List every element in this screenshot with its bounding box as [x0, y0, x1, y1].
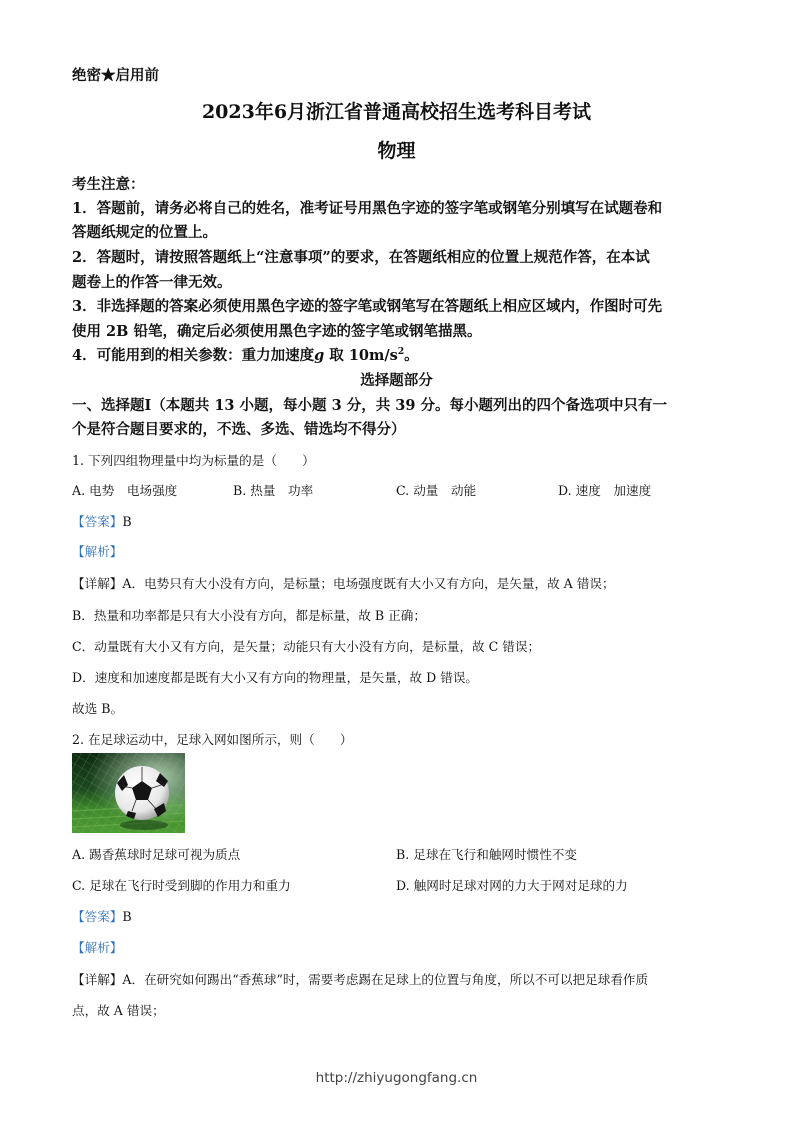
soccer-ball-figure [72, 753, 185, 833]
q1-analysis-label [72, 541, 122, 560]
q1-detail-line: C．动量既有大小又有方向，是矢量；动能只有大小没有方向，是标量，故 C 错误； [72, 639, 541, 654]
notice-item-4-prefix: 4．可能用到的相关参数：重力加速度 [72, 347, 315, 364]
detail-text: A．在研究如何踢出“香蕉球”时，需要考虑踢在足球上的位置与角度，所以不可以把足球看作质 [122, 972, 649, 987]
answer-label: 【答案】 [72, 909, 123, 924]
answer-label: 【答案】 [72, 514, 123, 529]
subject-title: 物理 [377, 140, 416, 162]
q1-stem: 1. 下列四组物理量中均为标量的是（ ） [72, 453, 315, 468]
notice-line: 使用 2B 铅笔，确定后必须使用黑色字迹的签字笔或钢笔描黑。 [72, 323, 482, 340]
exponent: 2 [397, 347, 405, 358]
gravity-variable: g [314, 347, 325, 364]
notice-item-4-mid: 取 10m/s [324, 347, 398, 364]
notice-line: 1．答题前，请务必将自己的姓名，准考证号用黑色字迹的签字笔或钢笔分别填写在试题卷和 [72, 200, 663, 217]
detail-label: 【详解】 [72, 972, 123, 987]
q1-detail-line: B．热量和功率都是只有大小没有方向，都是标量，故 B 正确； [72, 608, 426, 623]
secret-mark: 绝密★启用前 [72, 67, 159, 84]
detail-label: 【详解】 [72, 576, 123, 591]
notice-item-4-end: 。 [404, 347, 419, 364]
analysis-label: 【解析】 [72, 544, 123, 559]
q1-option-a: A. 电势 电场强度 [72, 483, 178, 498]
notice-line: 2．答题时，请按照答题纸上“注意事项”的要求，在答题纸相应的位置上规范作答，在本试 [72, 249, 650, 266]
section-heading-line: 个是符合题目要求的，不选、多选、错选均不得分） [72, 421, 406, 438]
q2-option-b: B. 足球在飞行和触网时惯性不变 [396, 847, 577, 862]
notice-line: 答题纸规定的位置上。 [72, 224, 217, 241]
q2-detail-line [72, 969, 648, 988]
q1-option-b: B. 热量 功率 [233, 483, 314, 498]
soccer-net-image [72, 753, 185, 833]
q2-answer [72, 906, 132, 925]
answer-value: B [122, 909, 132, 924]
analysis-label: 【解析】 [72, 940, 123, 955]
q2-detail-line: 点，故 A 错误； [72, 1003, 165, 1018]
q1-option-c: C. 动量 动能 [396, 483, 477, 498]
detail-text: A．电势只有大小没有方向，是标量；电场强度既有大小又有方向，是矢量，故 A 错误； [122, 576, 615, 591]
q1-detail-line: 故选 B。 [72, 701, 124, 716]
answer-value: B [122, 514, 132, 529]
q1-detail-line [72, 573, 615, 592]
q1-detail-line: D．速度和加速度都是既有大小又有方向的物理量，是矢量，故 D 错误。 [72, 670, 479, 685]
notice-heading: 考生注意： [72, 176, 145, 193]
q1-answer [72, 511, 132, 530]
q2-analysis-label [72, 937, 122, 956]
notice-line: 题卷上的作答一律无效。 [72, 274, 232, 291]
q2-option-d: D. 触网时足球对网的力大于网对足球的力 [396, 878, 628, 893]
footer-url: http://zhiyugongfang.cn [315, 1070, 478, 1086]
notice-line: 3．非选择题的答案必须使用黑色字迹的签字笔或钢笔写在答题纸上相应区域内，作图时可先 [72, 298, 663, 315]
q2-stem: 2. 在足球运动中，足球入网如图所示，则（ ） [72, 732, 353, 747]
notice-item-4 [72, 344, 419, 365]
section-heading-line: 一、选择题Ⅰ（本题共 13 小题，每小题 3 分，共 39 分。每小题列出的四个备选项中只有一 [72, 397, 668, 414]
q2-option-c: C. 足球在飞行时受到脚的作用力和重力 [72, 878, 291, 893]
section-title: 选择题部分 [360, 372, 433, 389]
q1-option-d: D. 速度 加速度 [558, 483, 652, 498]
exam-title: 2023年6月浙江省普通高校招生选考科目考试 [201, 101, 592, 123]
q2-option-a: A. 踢香蕉球时足球可视为质点 [72, 847, 241, 862]
